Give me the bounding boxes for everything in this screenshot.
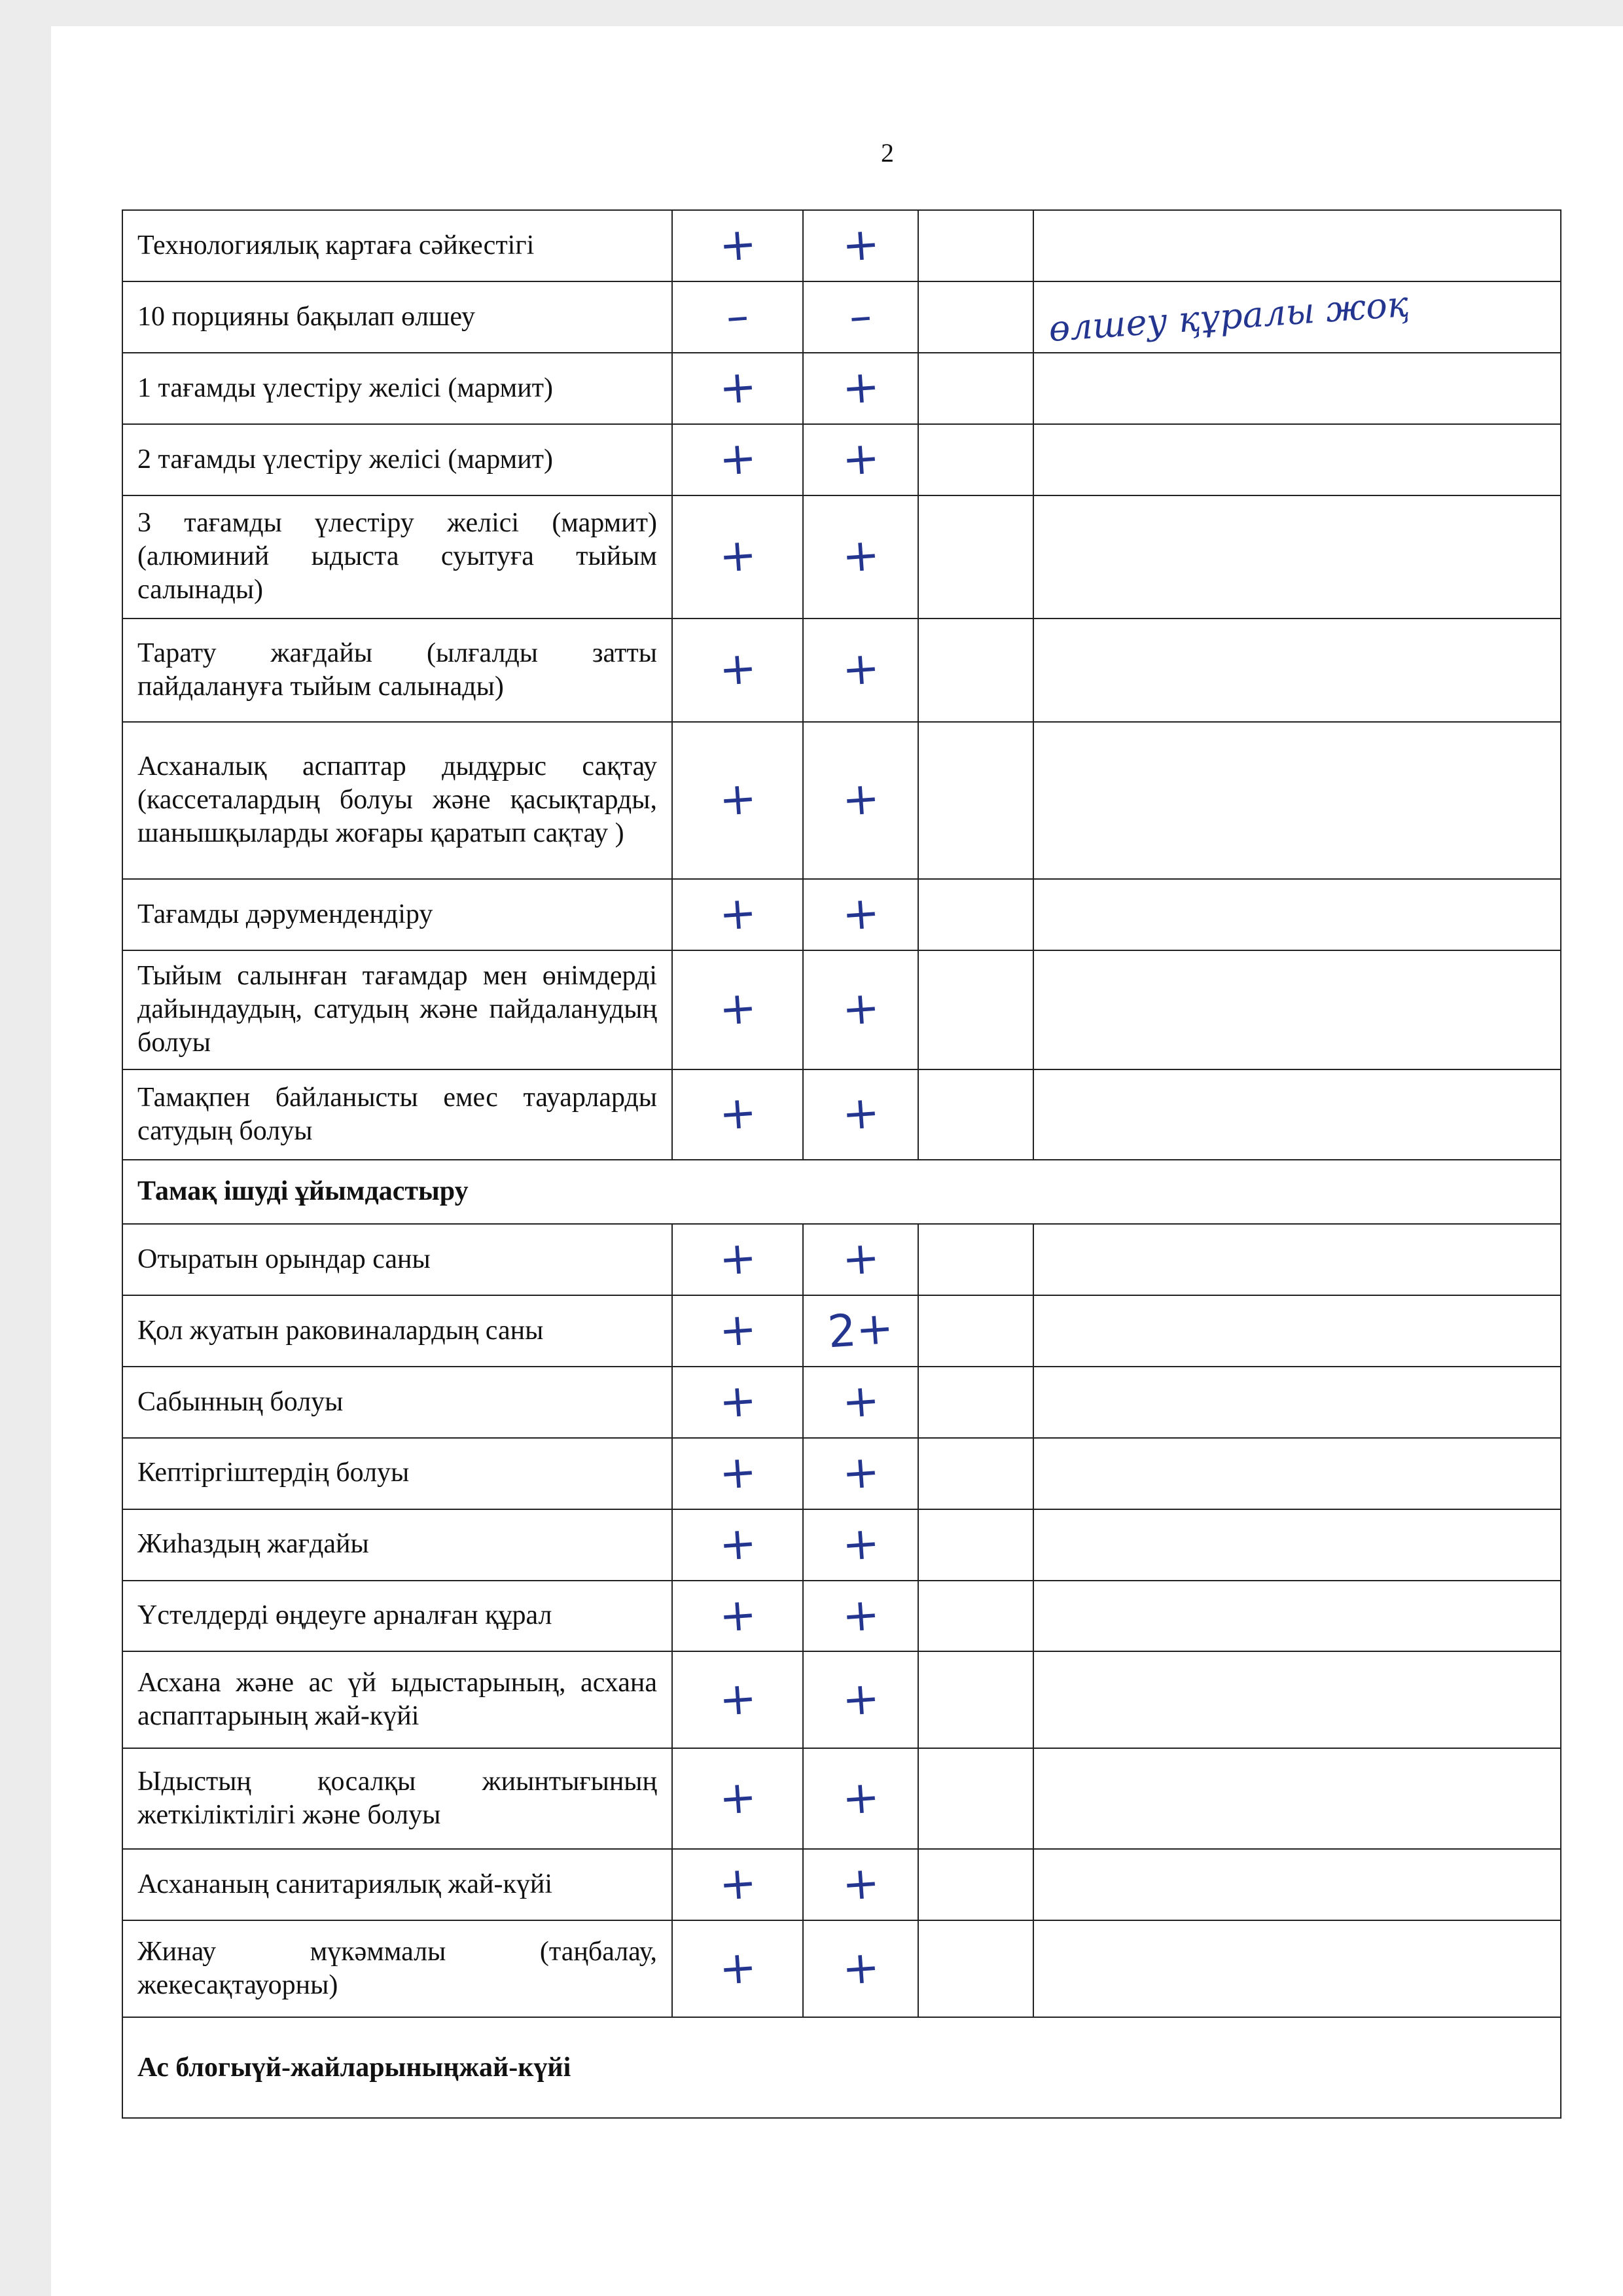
handwritten-mark: + bbox=[840, 1445, 882, 1500]
mark-cell-m3 bbox=[918, 1295, 1033, 1367]
table-row bbox=[122, 1920, 1561, 2017]
inspection-checklist-table bbox=[122, 209, 1561, 2119]
section-title: Ас блогыүй-жайларыныңжай-күйі bbox=[122, 2017, 1561, 2118]
handwritten-mark: + bbox=[717, 218, 758, 272]
checklist-body bbox=[122, 210, 1561, 2118]
handwritten-mark: + bbox=[840, 431, 882, 486]
handwritten-mark: – bbox=[847, 289, 874, 344]
table-row bbox=[122, 1224, 1561, 1295]
table-row bbox=[122, 1748, 1561, 1849]
mark-cell-m3 bbox=[918, 281, 1033, 353]
criterion-cell: Үстелдерді өңдеуге арналған құрал bbox=[122, 1581, 672, 1652]
handwritten-mark: + bbox=[717, 772, 758, 827]
mark-cell-m2 bbox=[803, 1920, 918, 2017]
handwritten-mark: + bbox=[717, 1516, 758, 1571]
handwritten-mark: + bbox=[717, 361, 758, 415]
section-title: Тамақ ішуді ұйымдастыру bbox=[122, 1160, 1561, 1224]
mark-cell-m3 bbox=[918, 353, 1033, 424]
handwritten-mark: + bbox=[717, 431, 758, 486]
mark-cell-m1 bbox=[672, 495, 803, 619]
mark-cell-m1 bbox=[672, 950, 803, 1069]
handwritten-mark: + bbox=[840, 218, 882, 272]
mark-cell-m2 bbox=[803, 1509, 918, 1581]
mark-cell-m2 bbox=[803, 879, 918, 950]
table-row bbox=[122, 353, 1561, 424]
note-cell bbox=[1033, 722, 1561, 879]
handwritten-mark: + bbox=[840, 1941, 882, 1996]
handwritten-mark: + bbox=[840, 886, 882, 941]
mark-cell-m1 bbox=[672, 1295, 803, 1367]
note-cell bbox=[1033, 353, 1561, 424]
mark-cell-m1 bbox=[672, 619, 803, 722]
mark-cell-m2 bbox=[803, 1295, 918, 1367]
table-row bbox=[122, 424, 1561, 495]
criterion-cell: Кептіргіштердің болуы bbox=[122, 1438, 672, 1509]
handwritten-mark: – bbox=[724, 289, 751, 344]
table-row bbox=[122, 210, 1561, 281]
mark-cell-m3 bbox=[918, 210, 1033, 281]
handwritten-mark: + bbox=[717, 1445, 758, 1500]
handwritten-mark: + bbox=[840, 982, 882, 1037]
mark-cell-m3 bbox=[918, 1581, 1033, 1652]
handwritten-mark: + bbox=[840, 361, 882, 415]
criterion-cell: Жинау мүкәммалы (таңбалау, жекесақтауорны) bbox=[122, 1920, 672, 2017]
mark-cell-m3 bbox=[918, 950, 1033, 1069]
handwritten-mark: + bbox=[717, 642, 758, 697]
mark-cell-m1 bbox=[672, 1581, 803, 1652]
table-row bbox=[122, 1509, 1561, 1581]
mark-cell-m2 bbox=[803, 1581, 918, 1652]
mark-cell-m3 bbox=[918, 1438, 1033, 1509]
handwritten-mark: + bbox=[840, 772, 882, 827]
note-cell bbox=[1033, 1509, 1561, 1581]
handwritten-mark: + bbox=[717, 1672, 758, 1727]
criterion-cell: 3 тағамды үлестіру желісі (мармит) (алюминий ыдыста суытуға тыйым салынады) bbox=[122, 495, 672, 619]
mark-cell-m1 bbox=[672, 353, 803, 424]
note-cell bbox=[1033, 1295, 1561, 1367]
section-header-row bbox=[122, 1160, 1561, 1224]
mark-cell-m1 bbox=[672, 722, 803, 879]
table-row bbox=[122, 1069, 1561, 1160]
mark-cell-m2 bbox=[803, 1069, 918, 1160]
handwritten-mark: + bbox=[840, 1672, 882, 1727]
handwritten-mark: + bbox=[840, 1516, 882, 1571]
mark-cell-m3 bbox=[918, 424, 1033, 495]
table-row bbox=[122, 879, 1561, 950]
criterion-cell: Отыратын орындар саны bbox=[122, 1224, 672, 1295]
handwritten-mark: + bbox=[717, 1588, 758, 1643]
mark-cell-m3 bbox=[918, 495, 1033, 619]
criterion-cell: Асхана және ас үй ыдыстарының, асхана аспаптарының жай-күйі bbox=[122, 1651, 672, 1748]
note-cell bbox=[1033, 495, 1561, 619]
handwritten-mark: + bbox=[717, 1302, 758, 1357]
criterion-cell: 10 порцияны бақылап өлшеу bbox=[122, 281, 672, 353]
criterion-cell: Асханалық аспаптар дыдұрыс сақтау (кассеталардың болуы және қасықтарды, шанышқыларды жоғары қаратып сақтау ) bbox=[122, 722, 672, 879]
handwritten-mark: + bbox=[840, 1588, 882, 1643]
table-row bbox=[122, 281, 1561, 353]
note-cell bbox=[1033, 1581, 1561, 1652]
mark-cell-m2 bbox=[803, 1367, 918, 1438]
criterion-cell: Технологиялық картаға сәйкестігі bbox=[122, 210, 672, 281]
note-cell bbox=[1033, 1224, 1561, 1295]
table-row bbox=[122, 1295, 1561, 1367]
note-cell bbox=[1033, 1849, 1561, 1920]
handwritten-mark: + bbox=[840, 1374, 882, 1429]
mark-cell-m3 bbox=[918, 1748, 1033, 1849]
mark-cell-m2 bbox=[803, 1438, 918, 1509]
section-header-row bbox=[122, 2017, 1561, 2118]
handwritten-mark: + bbox=[840, 1771, 882, 1825]
mark-cell-m1 bbox=[672, 1748, 803, 1849]
handwritten-mark: + bbox=[717, 982, 758, 1037]
criterion-cell: Тарату жағдайы (ылғалды затты пайдалануға тыйым салынады) bbox=[122, 619, 672, 722]
note-cell bbox=[1033, 879, 1561, 950]
handwritten-mark: + bbox=[717, 1374, 758, 1429]
mark-cell-m2 bbox=[803, 950, 918, 1069]
mark-cell-m1 bbox=[672, 1509, 803, 1581]
note-cell bbox=[1033, 950, 1561, 1069]
mark-cell-m3 bbox=[918, 722, 1033, 879]
mark-cell-m2 bbox=[803, 495, 918, 619]
mark-cell-m3 bbox=[918, 619, 1033, 722]
mark-cell-m1 bbox=[672, 879, 803, 950]
handwritten-mark: + bbox=[717, 1857, 758, 1912]
table-row bbox=[122, 619, 1561, 722]
handwritten-mark: + bbox=[717, 1941, 758, 1996]
mark-cell-m2 bbox=[803, 424, 918, 495]
mark-cell-m1 bbox=[672, 1920, 803, 2017]
table-row bbox=[122, 950, 1561, 1069]
criterion-cell: 2 тағамды үлестіру желісі (мармит) bbox=[122, 424, 672, 495]
criterion-cell: Сабынның болуы bbox=[122, 1367, 672, 1438]
mark-cell-m3 bbox=[918, 1069, 1033, 1160]
table-row bbox=[122, 1651, 1561, 1748]
mark-cell-m3 bbox=[918, 1367, 1033, 1438]
mark-cell-m2 bbox=[803, 1748, 918, 1849]
criterion-cell: Қол жуатын раковиналардың саны bbox=[122, 1295, 672, 1367]
handwritten-mark: + bbox=[840, 1086, 882, 1141]
criterion-cell: Асхананың санитариялық жай-күйі bbox=[122, 1849, 672, 1920]
handwritten-mark: + bbox=[840, 529, 882, 584]
criterion-cell: Тыйым салынған тағамдар мен өнімдерді дайындаудың, сатудың және пайдаланудың болуы bbox=[122, 950, 672, 1069]
mark-cell-m2 bbox=[803, 619, 918, 722]
criterion-cell: Тағамды дәрумендендіру bbox=[122, 879, 672, 950]
handwritten-mark: + bbox=[840, 1231, 882, 1286]
criterion-cell: Жиһаздың жағдайы bbox=[122, 1509, 672, 1581]
handwritten-mark: + bbox=[717, 1086, 758, 1141]
handwritten-note: өлшеу құралы жоқ bbox=[1047, 283, 1410, 350]
handwritten-mark: + bbox=[717, 529, 758, 584]
mark-cell-m1 bbox=[672, 1438, 803, 1509]
table-row bbox=[122, 1438, 1561, 1509]
mark-cell-m2 bbox=[803, 210, 918, 281]
note-cell bbox=[1033, 619, 1561, 722]
mark-cell-m1 bbox=[672, 1849, 803, 1920]
note-cell bbox=[1033, 281, 1561, 353]
mark-cell-m3 bbox=[918, 879, 1033, 950]
note-cell bbox=[1033, 1069, 1561, 1160]
mark-cell-m3 bbox=[918, 1920, 1033, 2017]
mark-cell-m3 bbox=[918, 1849, 1033, 1920]
page-number: 2 bbox=[881, 138, 894, 168]
note-cell bbox=[1033, 210, 1561, 281]
mark-cell-m1 bbox=[672, 1651, 803, 1748]
handwritten-mark: + bbox=[717, 886, 758, 941]
handwritten-mark: 2+ bbox=[826, 1302, 895, 1359]
criterion-cell: Тамақпен байланысты емес тауарларды сатудың болуы bbox=[122, 1069, 672, 1160]
mark-cell-m2 bbox=[803, 1651, 918, 1748]
note-cell bbox=[1033, 1748, 1561, 1849]
mark-cell-m3 bbox=[918, 1651, 1033, 1748]
mark-cell-m2 bbox=[803, 281, 918, 353]
handwritten-mark: + bbox=[717, 1771, 758, 1825]
criterion-cell: 1 тағамды үлестіру желісі (мармит) bbox=[122, 353, 672, 424]
mark-cell-m1 bbox=[672, 1069, 803, 1160]
mark-cell-m2 bbox=[803, 722, 918, 879]
mark-cell-m1 bbox=[672, 1367, 803, 1438]
table-row bbox=[122, 1581, 1561, 1652]
mark-cell-m3 bbox=[918, 1509, 1033, 1581]
criterion-cell: Ыдыстың қосалқы жиынтығының жеткіліктілігі және болуы bbox=[122, 1748, 672, 1849]
note-cell bbox=[1033, 1367, 1561, 1438]
mark-cell-m1 bbox=[672, 1224, 803, 1295]
handwritten-mark: + bbox=[840, 1857, 882, 1912]
mark-cell-m1 bbox=[672, 424, 803, 495]
note-cell bbox=[1033, 424, 1561, 495]
mark-cell-m1 bbox=[672, 210, 803, 281]
mark-cell-m2 bbox=[803, 1849, 918, 1920]
handwritten-mark: + bbox=[840, 642, 882, 697]
table-row bbox=[122, 1367, 1561, 1438]
table-row bbox=[122, 1849, 1561, 1920]
note-cell bbox=[1033, 1920, 1561, 2017]
table-row bbox=[122, 495, 1561, 619]
note-cell bbox=[1033, 1651, 1561, 1748]
note-cell bbox=[1033, 1438, 1561, 1509]
mark-cell-m2 bbox=[803, 353, 918, 424]
mark-cell-m2 bbox=[803, 1224, 918, 1295]
handwritten-mark: + bbox=[717, 1231, 758, 1286]
mark-cell-m1 bbox=[672, 281, 803, 353]
table-row bbox=[122, 722, 1561, 879]
mark-cell-m3 bbox=[918, 1224, 1033, 1295]
